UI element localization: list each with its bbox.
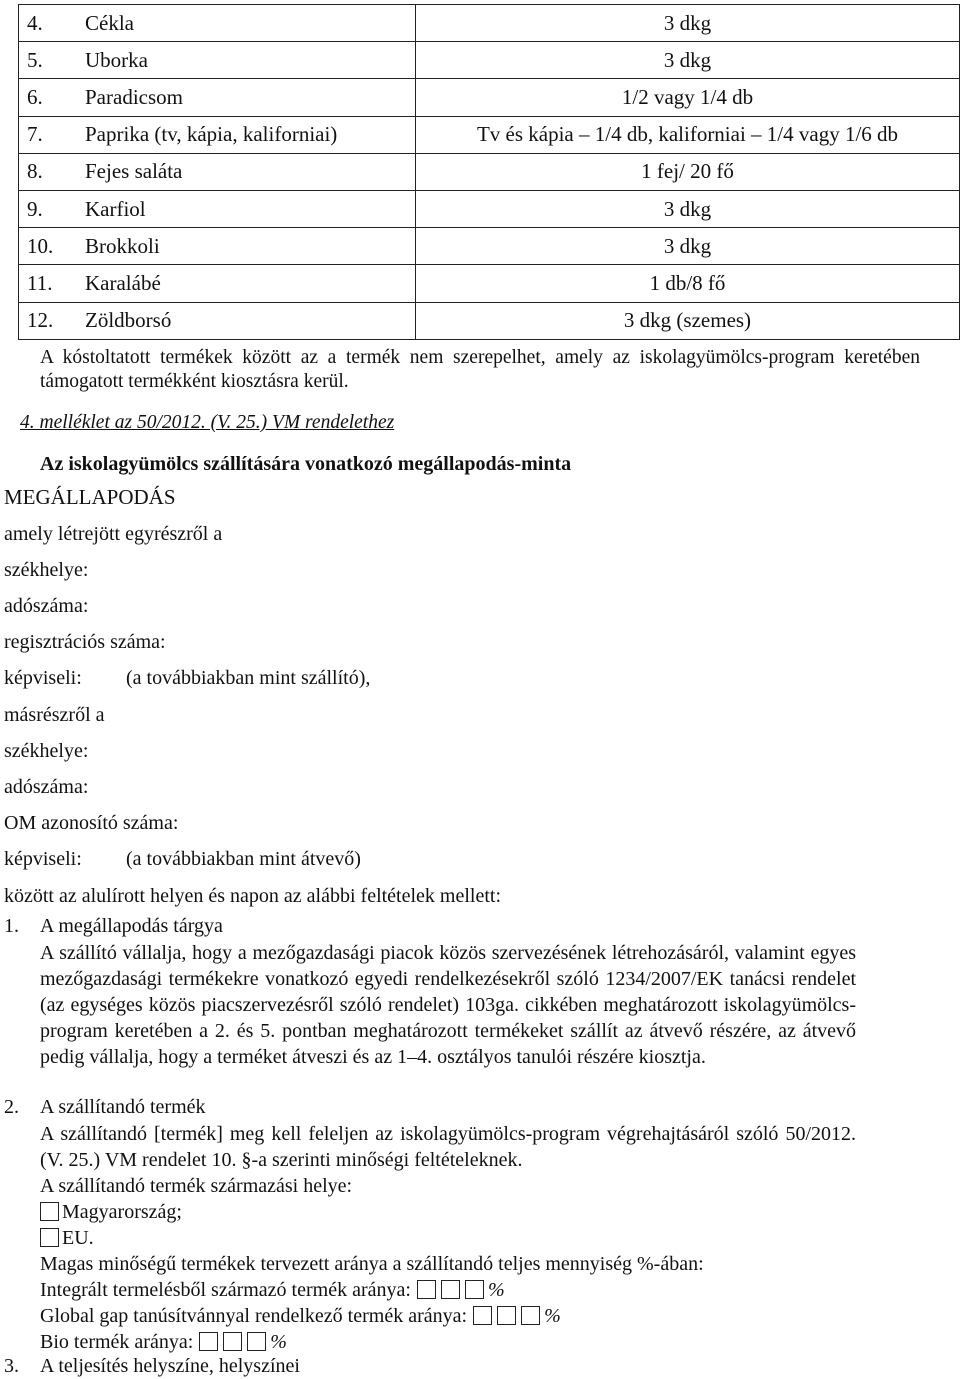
- section1-text: A szállító vállalja, hogy a mezőgazdasági piacok közös szervezésének létrehozásáról, valamint egyes mezőgazdasági termékekre vonatkozó egyedi rendelkezésekről szóló 1234/2007/EK tanácsi rendelet (az egységes közös piacszervezésről szóló rendelet) 103ga. cikkében meghatározott iskolagyümölcs-program keretében a 2. és 5. pontban meghatározott termékeket szállít az átvevő részére, az átvevő pedig vállalja, hogy a terméket átveszi és az 1–4. osztályos tanulói részére kiosztja.: [40, 942, 856, 1068]
- digit-box[interactable]: [223, 1332, 242, 1351]
- section3-number: 3.: [4, 1355, 19, 1377]
- integrated-percent-boxes[interactable]: [417, 1280, 484, 1299]
- globalgap-label: Global gap tanúsítvánnyal rendelkező termék aránya:: [40, 1305, 468, 1327]
- integrated-label: Integrált termelésből származó termék aránya:: [40, 1279, 411, 1301]
- product-quantity: 1/2 vagy 1/4 db: [416, 79, 960, 116]
- row-number: 7.: [19, 116, 86, 153]
- hungary-checkbox[interactable]: [40, 1202, 59, 1221]
- digit-box[interactable]: [247, 1332, 266, 1351]
- product-quantity: 3 dkg: [416, 5, 960, 42]
- row-number: 6.: [19, 79, 86, 116]
- product-name: Cékla: [85, 5, 416, 42]
- row-number: 8.: [19, 153, 86, 190]
- row-number: 12.: [19, 302, 86, 339]
- eu-label: EU.: [62, 1227, 94, 1249]
- product-table-body: [19, 5, 960, 340]
- quality-intro: Magas minőségű termékek tervezett aránya a szállítandó teljes mennyiség %-ában:: [40, 1253, 704, 1275]
- table-row: [19, 265, 960, 302]
- digit-box[interactable]: [497, 1306, 516, 1325]
- party1-tax: adószáma:: [4, 595, 89, 617]
- section2-number: 2.: [4, 1096, 19, 1118]
- agreement-heading: MEGÁLLAPODÁS: [4, 485, 176, 509]
- table-row: [19, 228, 960, 265]
- document-title: Az iskolagyümölcs szállítására vonatkozó megállapodás-minta: [40, 453, 572, 475]
- product-quantity: 3 dkg: [416, 190, 960, 227]
- globalgap-percent-boxes[interactable]: [473, 1306, 540, 1325]
- eu-checkbox[interactable]: [40, 1228, 59, 1247]
- party2-role: (a továbbiakban mint átvevő): [126, 848, 361, 870]
- hungary-label: Magyarország;: [62, 1201, 182, 1223]
- table-row: [19, 5, 960, 42]
- digit-box[interactable]: [521, 1306, 540, 1325]
- product-name: Fejes saláta: [85, 153, 416, 190]
- conditions-line: között az alulírott helyen és napon az alábbi feltételek mellett:: [4, 885, 502, 907]
- product-name: Paradicsom: [85, 79, 416, 116]
- party1-role: (a továbbiakban mint szállító),: [126, 667, 371, 689]
- row-number: 5.: [19, 42, 86, 79]
- percent-sign: %: [270, 1331, 287, 1353]
- product-quantity: 1 fej/ 20 fő: [416, 153, 960, 190]
- section3-title: A teljesítés helyszíne, helyszínei: [40, 1355, 300, 1377]
- party2-seat: székhelye:: [4, 740, 89, 762]
- party1-seat: székhelye:: [4, 559, 89, 581]
- table-row: [19, 116, 960, 153]
- party1-intro: amely létrejött egyrészről a: [4, 523, 223, 545]
- party2-om-id: OM azonosító száma:: [4, 812, 179, 834]
- party1-registration: regisztrációs száma:: [4, 631, 166, 653]
- digit-box[interactable]: [199, 1332, 218, 1351]
- integrated-row: [40, 1277, 505, 1303]
- row-number: 11.: [19, 265, 86, 302]
- product-table: [18, 4, 960, 340]
- product-name: Karfiol: [85, 190, 416, 227]
- party2-representative: képviseli:: [4, 848, 82, 870]
- annex-reference: 4. melléklet az 50/2012. (V. 25.) VM rendelethez: [20, 412, 395, 433]
- section1-number: 1.: [4, 915, 19, 937]
- bio-label: Bio termék aránya:: [40, 1331, 194, 1353]
- product-name: Zöldborsó: [85, 302, 416, 339]
- bio-percent-boxes[interactable]: [199, 1332, 266, 1351]
- digit-box[interactable]: [441, 1280, 460, 1299]
- section1-title: A megállapodás tárgya: [40, 915, 223, 937]
- product-quantity: 3 dkg: [416, 228, 960, 265]
- party2-intro: másrészről a: [4, 704, 105, 726]
- product-quantity: 1 db/8 fő: [416, 265, 960, 302]
- origin-option-eu[interactable]: [40, 1225, 94, 1251]
- digit-box[interactable]: [473, 1306, 492, 1325]
- party1-representative: képviseli:: [4, 667, 82, 689]
- table-row: [19, 79, 960, 116]
- product-name: Brokkoli: [85, 228, 416, 265]
- product-name: Paprika (tv, kápia, kaliforniai): [85, 116, 416, 153]
- percent-sign: %: [544, 1305, 561, 1327]
- table-row: [19, 153, 960, 190]
- product-quantity: Tv és kápia – 1/4 db, kaliforniai – 1/4 vagy 1/6 db: [416, 116, 960, 153]
- party2-tax: adószáma:: [4, 776, 89, 798]
- digit-box[interactable]: [417, 1280, 436, 1299]
- origin-option-hungary[interactable]: [40, 1199, 182, 1225]
- globalgap-row: [40, 1303, 561, 1329]
- section2-text: A szállítandó [termék] meg kell feleljen az iskolagyümölcs-program végrehajtásáról szóló 50/2012. (V. 25.) VM rendelet 10. §-a szerinti minőségi feltételeknek.: [40, 1123, 856, 1171]
- product-quantity: 3 dkg: [416, 42, 960, 79]
- row-number: 4.: [19, 5, 86, 42]
- product-name: Uborka: [85, 42, 416, 79]
- table-row: [19, 190, 960, 227]
- row-number: 10.: [19, 228, 86, 265]
- section2-title: A szállítandó termék: [40, 1096, 206, 1118]
- bio-row: [40, 1329, 287, 1355]
- table-row: [19, 302, 960, 339]
- product-quantity: 3 dkg (szemes): [416, 302, 960, 339]
- row-number: 9.: [19, 190, 86, 227]
- table-row: [19, 42, 960, 79]
- digit-box[interactable]: [465, 1280, 484, 1299]
- product-name: Karalábé: [85, 265, 416, 302]
- percent-sign: %: [487, 1279, 505, 1301]
- note-paragraph: A kóstoltatott termékek között az a termék nem szerepelhet, amely az iskolagyümölcs-program keretében támogatott termékként kiosztásra kerül.: [40, 347, 920, 392]
- origin-label: A szállítandó termék származási helye:: [40, 1175, 353, 1197]
